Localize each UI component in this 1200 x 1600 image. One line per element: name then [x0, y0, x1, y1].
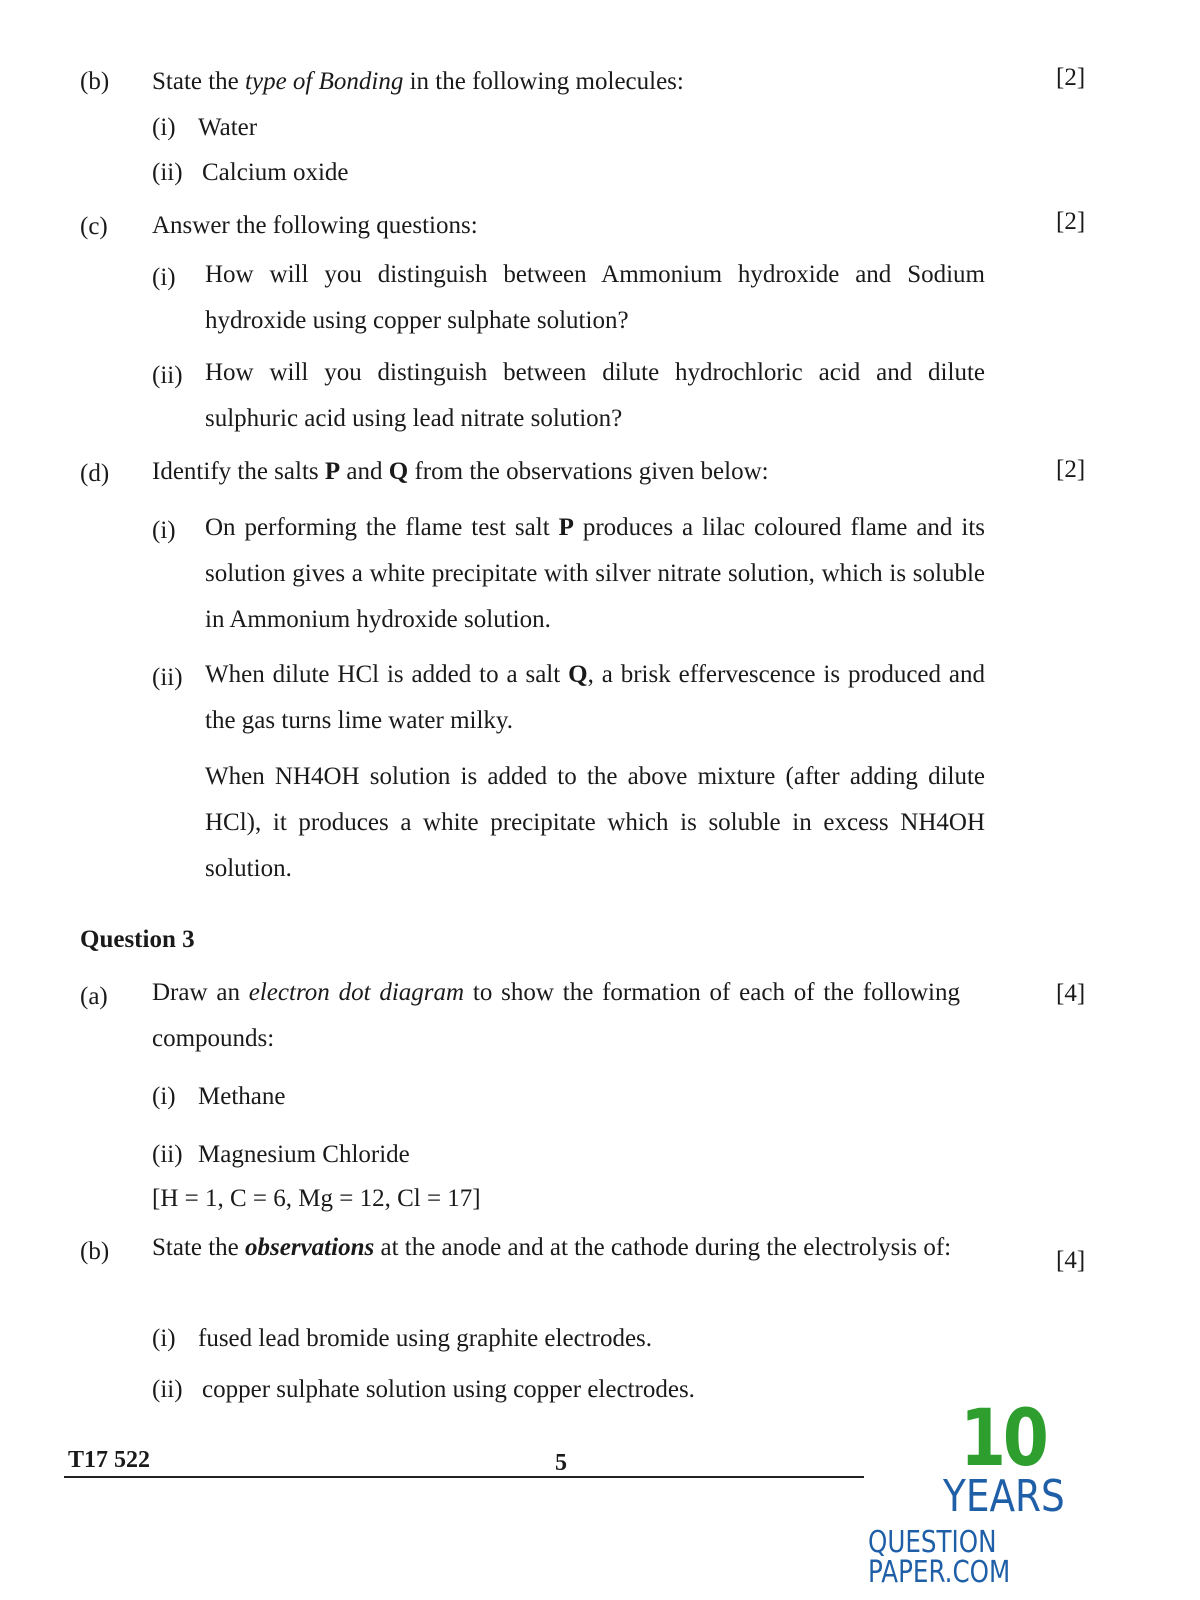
q3a-stem: Draw an electron dot diagram to show the formation of each of the following compounds:: [152, 979, 960, 1052]
q2c-i-num: (i): [152, 264, 176, 291]
q2d-ii-para2: When NH4OH solution is added to the above mixture (after adding dilute HCl), it produces a white precipitate which is soluble in excess NH4OH solution.: [205, 763, 985, 882]
footer-divider: [64, 1476, 864, 1478]
q2b-ii-num: (ii): [152, 159, 183, 186]
logo-number: 10: [960, 1394, 1046, 1484]
q2b-i-text: Water: [198, 114, 258, 141]
q3a-label: (a): [80, 983, 108, 1010]
logo-site: QUESTION PAPER.COM: [868, 1525, 1011, 1590]
q2c-stem: Answer the following questions:: [152, 212, 478, 239]
q2b-marks: [2]: [1056, 64, 1086, 91]
q2d-i-text: On performing the flame test salt P produces a lilac coloured flame and its solution gives a white precipitate with silver nitrate solution, which is soluble in Ammonium hydroxide solution.: [205, 514, 985, 633]
q3a-i-num: (i): [152, 1083, 176, 1110]
q3-heading: Question 3: [80, 926, 195, 953]
q2c-i-text: How will you distinguish between Ammonium hydroxide and Sodium hydroxide using copper sulphate solution?: [205, 261, 985, 334]
q2b-ii-text: Calcium oxide: [202, 159, 349, 186]
q2d-label: (d): [80, 460, 110, 487]
q3b-i-text: fused lead bromide using graphite electrodes.: [198, 1325, 653, 1352]
q3b-label: (b): [80, 1238, 110, 1265]
q2c-ii-text: How will you distinguish between dilute hydrochloric acid and dilute sulphuric acid using lead nitrate solution?: [205, 359, 985, 432]
q2d-ii-num: (ii): [152, 664, 183, 691]
q3a-ii-text: Magnesium Chloride: [198, 1141, 410, 1168]
q3b-i-num: (i): [152, 1325, 176, 1352]
paper-code: T17 522: [68, 1447, 151, 1473]
q3b-ii-num: (ii): [152, 1376, 183, 1403]
q3a-ii-num: (ii): [152, 1141, 183, 1168]
q3a-note: [H = 1, C = 6, Mg = 12, Cl = 17]: [152, 1185, 481, 1212]
q3b-marks: [4]: [1056, 1247, 1086, 1274]
q2d-ii-text: When dilute HCl is added to a salt Q, a brisk effervescence is produced and the gas turns lime water milky.: [205, 661, 986, 734]
q2c-label: (c): [80, 213, 108, 240]
q2d-stem: Identify the salts P and Q from the observations given below:: [152, 458, 769, 485]
q3a-marks: [4]: [1056, 980, 1086, 1007]
q2b-label: (b): [80, 68, 110, 95]
q3b-stem: State the observations at the anode and at the cathode during the electrolysis of:: [152, 1234, 952, 1261]
q3b-ii-text: copper sulphate solution using copper electrodes.: [202, 1376, 695, 1403]
q2d-marks: [2]: [1056, 456, 1086, 483]
q2b-stem: State the type of Bonding in the following molecules:: [152, 68, 684, 95]
page-number: 5: [555, 1450, 567, 1476]
logo-years: YEARS: [943, 1471, 1065, 1522]
q2c-marks: [2]: [1056, 208, 1086, 235]
q2d-i-num: (i): [152, 517, 176, 544]
q3a-i-text: Methane: [198, 1083, 286, 1110]
q2c-ii-num: (ii): [152, 362, 183, 389]
q2b-i-num: (i): [152, 114, 176, 141]
